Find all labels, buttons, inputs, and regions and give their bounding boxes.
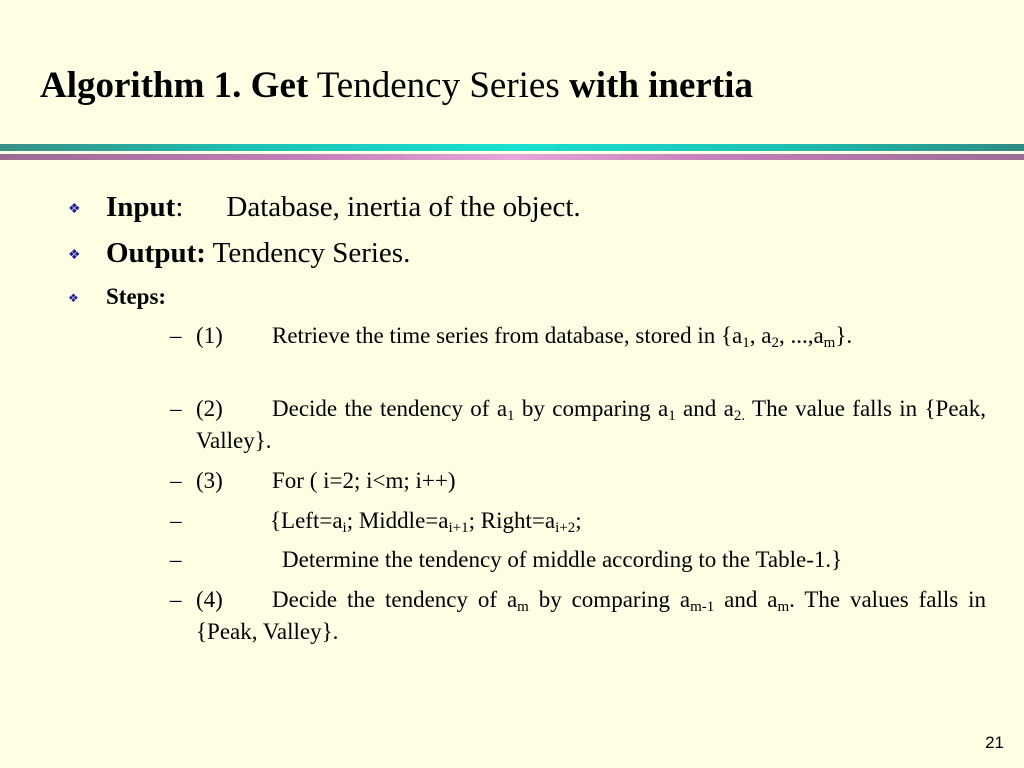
subscript: m [823, 335, 836, 351]
step-text: {Left=a [270, 508, 343, 533]
step-loop-determine [170, 544, 986, 576]
step-text: by comparing a [514, 396, 669, 421]
step-2 [170, 393, 986, 457]
step-text: Decide the tendency of a [272, 396, 508, 421]
step-text: . The values falls in {Peak, Valley}. [196, 587, 986, 644]
dash-bullet: – [170, 508, 182, 533]
subscript: 1 [742, 335, 750, 351]
step-number: (1) [196, 323, 223, 348]
subscript: i+1 [448, 520, 469, 536]
step-text: by comparing a [528, 587, 691, 612]
output-text: Tendency Series. [205, 237, 411, 269]
step-text: ; Right=a [468, 508, 556, 533]
dash-bullet: – [170, 547, 182, 572]
diamond-bullet-icon: ❖ [68, 202, 81, 217]
dash-bullet: – [170, 587, 182, 612]
step-text: }. [835, 323, 853, 348]
subscript: m [777, 599, 790, 615]
step-text: and a [714, 587, 778, 612]
subscript: i+2 [555, 520, 576, 536]
output-label: Output: [106, 237, 206, 269]
bullet-steps [68, 282, 166, 315]
diamond-bullet-icon: ❖ [68, 291, 79, 305]
step-1 [170, 320, 986, 352]
step-text: , a [749, 323, 772, 348]
subscript: 2 [771, 335, 779, 351]
slide-title [40, 64, 753, 108]
dash-bullet: – [170, 323, 182, 348]
step-number: (2) [196, 396, 223, 421]
subscript: 1 [507, 408, 515, 424]
step-text: The value falls in {Peak, Valley}. [196, 396, 987, 453]
subscript: 1 [668, 408, 676, 424]
dash-bullet: – [170, 468, 182, 493]
input-colon: : [175, 191, 184, 223]
title-bold-end: with inertia [569, 65, 753, 106]
subscript: i [342, 520, 347, 536]
step-text: , ...,a [778, 323, 824, 348]
steps-label: Steps: [106, 284, 167, 309]
subscript: m-1 [690, 599, 715, 615]
step-number: (3) [196, 468, 223, 493]
bullet-output [68, 235, 410, 277]
step-text: For ( i=2; i<m; i++) [272, 468, 456, 493]
step-loop-assign [170, 505, 986, 537]
input-text: Database, inertia of the object. [226, 191, 581, 223]
title-normal-part: Tendency Series [308, 65, 569, 106]
bullet-input [68, 189, 581, 231]
dash-bullet: – [170, 396, 182, 421]
step-3 [170, 465, 986, 497]
step-text: ; [575, 508, 582, 533]
pink-divider [0, 154, 1024, 160]
title-bold-part: Algorithm 1. Get [40, 65, 309, 106]
subscript: m [517, 599, 529, 615]
step-text: Decide the tendency of a [272, 587, 518, 612]
subscript: 2. [733, 408, 746, 424]
step-text: and a [675, 396, 734, 421]
page-number: 21 [985, 733, 1004, 752]
diamond-bullet-icon: ❖ [68, 248, 81, 263]
step-text: Determine the tendency of middle according to the Table-1.} [282, 547, 843, 572]
step-text: Retrieve the time series from database, stored in {a [272, 323, 743, 348]
step-text: ; Middle=a [346, 508, 449, 533]
step-number: (4) [196, 587, 223, 612]
input-label: Input [106, 191, 176, 223]
teal-divider [0, 144, 1024, 151]
step-4 [170, 584, 986, 648]
